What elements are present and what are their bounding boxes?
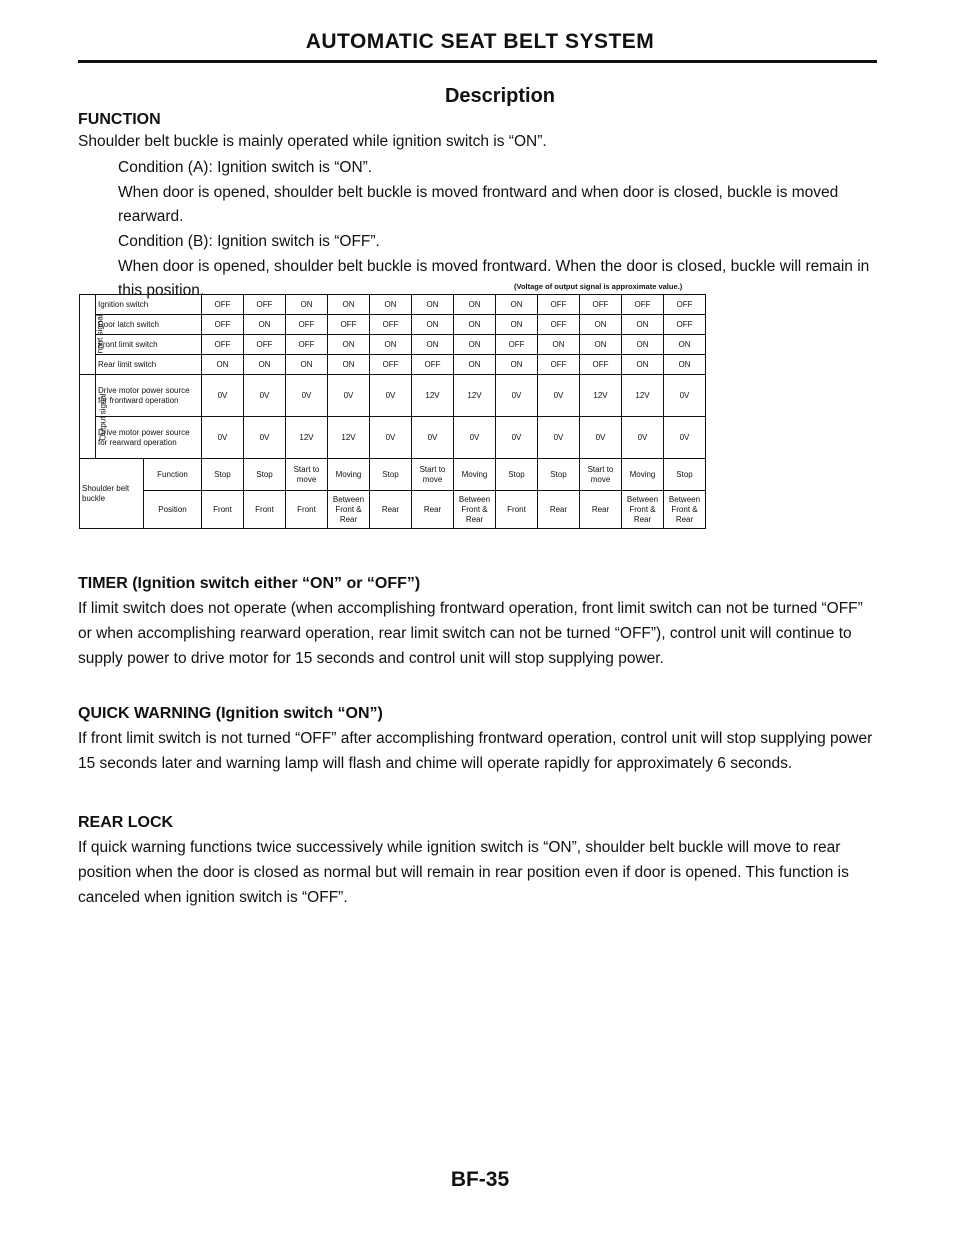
timer-text: If limit switch does not operate (when accomplishing frontward operation, front limit switch can not be turned “OFF” or when accomplishing rearward operation, rear limit switch can not be turned “OFF”), control unit will continue to supply power to drive motor for 15 seconds and control unit will stop supplying power. xyxy=(78,600,863,667)
table-row: Shoulder belt buckle Function Stop Stop Start to move Moving Stop Start to move Moving Stop Stop Start to move Moving Stop xyxy=(80,459,706,491)
table-row: Rear limit switch ON ON ON ON OFF OFF ON ON OFF OFF ON ON xyxy=(80,355,706,375)
signal-table xyxy=(79,294,706,529)
quick-warning-heading: QUICK WARNING (Ignition switch “ON”) xyxy=(78,705,383,722)
timer-heading: TIMER (Ignition switch either “ON” or “OFF”) xyxy=(78,575,421,592)
condition-b-text: When door is opened, shoulder belt buckle is moved frontward. When the door is closed, buckle will remain in this position. xyxy=(118,258,870,299)
table-row: Front limit switch OFF OFF OFF ON ON ON ON OFF ON ON ON ON xyxy=(80,335,706,355)
condition-b-label: Condition (B): Ignition switch is “OFF”. xyxy=(118,233,380,250)
table-row: Drive motor power source for rearward operation 0V 0V 12V 12V 0V 0V 0V 0V 0V 0V 0V 0V xyxy=(80,417,706,459)
rear-lock-text: If quick warning functions twice successively while ignition switch is “ON”, shoulder belt buckle will move to rear position when the door is closed as normal but will remain in rear position even if door is opened. This function is canceled when ignition switch is “OFF”. xyxy=(78,839,849,906)
table-row: Output signal Drive motor power source for frontward operation 0V 0V 0V 0V 0V 12V 12V 0V 0V 12V 12V 0V xyxy=(80,375,706,417)
page-number: BF-35 xyxy=(450,1168,510,1191)
rear-lock-section xyxy=(78,810,878,910)
table-row: Input signal Ignition switch OFF OFF ON ON ON ON ON ON OFF OFF OFF OFF xyxy=(80,295,706,315)
function-heading: FUNCTION xyxy=(78,111,161,128)
section-title: Description xyxy=(444,85,556,107)
table-note: (Voltage of output signal is approximate value.) xyxy=(514,282,683,291)
condition-a-text: When door is opened, shoulder belt buckle is moved frontward and when door is closed, buckle is moved rearward. xyxy=(118,184,839,225)
rear-lock-heading: REAR LOCK xyxy=(78,814,174,831)
table-row: Position Front Front Front Between Front & Rear Rear Rear Between Front & Rear Front Rear Rear Between Front & Rear Between Front & Rear xyxy=(80,491,706,529)
function-section xyxy=(78,109,878,303)
table-row: Door latch switch OFF ON OFF OFF OFF ON ON ON OFF ON ON OFF xyxy=(80,315,706,335)
function-line1: Shoulder belt buckle is mainly operated while ignition switch is “ON”. xyxy=(78,133,547,150)
input-signal-label: Input signal xyxy=(80,295,96,375)
condition-a-label: Condition (A): Ignition switch is “ON”. xyxy=(118,159,373,176)
quick-warning-text: If front limit switch is not turned “OFF” after accomplishing frontward operation, control unit will stop supplying power 15 seconds later and warning lamp will flash and chime will operate rapidly for approximately 6 seconds. xyxy=(78,730,873,772)
timer-section xyxy=(78,571,878,671)
quick-warning-section xyxy=(78,701,878,776)
page-title: AUTOMATIC SEAT BELT SYSTEM xyxy=(305,30,655,53)
output-signal-label: Output signal xyxy=(80,375,96,459)
buckle-label: Shoulder belt buckle xyxy=(80,459,144,529)
title-rule xyxy=(78,60,877,63)
